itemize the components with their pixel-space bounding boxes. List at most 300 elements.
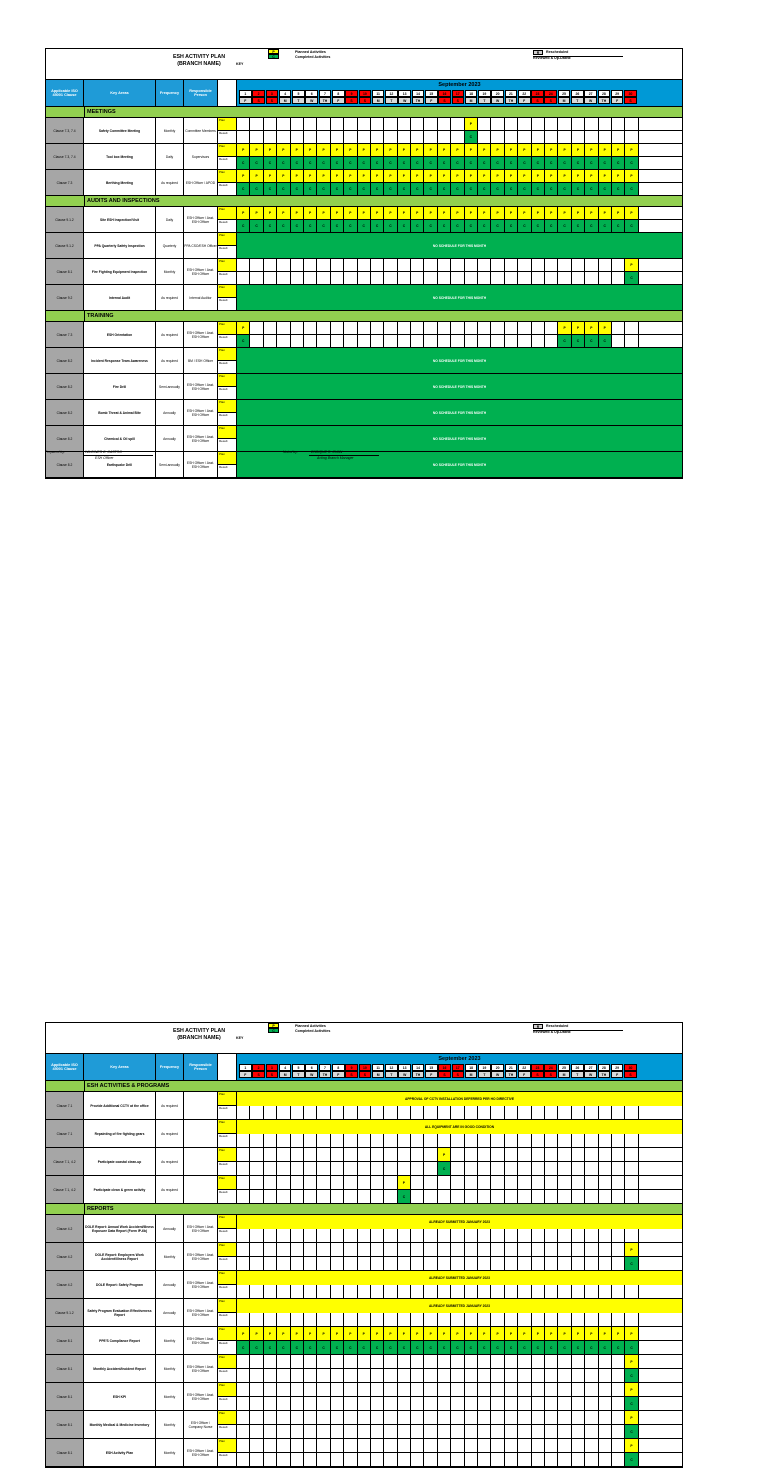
result-cell	[291, 1229, 304, 1243]
result-cell	[465, 1257, 478, 1270]
activity-clause: Clause 8.1	[46, 259, 84, 284]
result-cell	[599, 272, 612, 284]
plan-cell	[599, 1411, 612, 1424]
result-cell	[304, 131, 317, 143]
result-cell	[398, 1453, 411, 1466]
schedule-grid	[237, 426, 682, 451]
plan-cell	[424, 1383, 437, 1396]
plan-label: Plan	[218, 285, 236, 298]
plan-cell	[384, 259, 397, 271]
plan-row	[237, 1439, 682, 1453]
activity-row	[46, 1355, 682, 1383]
plan-row	[237, 1355, 682, 1369]
plan-cell: P	[505, 170, 518, 182]
plan-cell	[358, 1411, 371, 1424]
activity-row	[46, 1215, 682, 1243]
result-cell: C	[358, 220, 371, 232]
plan-cell	[291, 1411, 304, 1424]
plan-cell	[505, 1355, 518, 1368]
activity-key-area: DOLE Report: Annual Work Accident/Illness Exposure Data Report (Form IP-6b)	[84, 1215, 156, 1242]
result-cell: C	[478, 157, 491, 169]
plan-result-labels	[218, 118, 237, 143]
calendar-day: 23	[531, 90, 544, 97]
plan-cell: P	[291, 170, 304, 182]
result-cell	[237, 1106, 250, 1120]
activity-frequency: Monthly	[156, 1355, 184, 1382]
schedule-grid	[237, 322, 682, 347]
result-cell	[465, 335, 478, 347]
plan-cell	[451, 1411, 464, 1424]
plan-cell	[371, 1355, 384, 1368]
plan-cell: P	[438, 1327, 451, 1340]
result-cell: C	[451, 220, 464, 232]
plan-result-labels	[218, 1411, 237, 1438]
plan-cell: P	[599, 207, 612, 219]
plan-cell: P	[250, 207, 263, 219]
activity-responsible	[184, 1092, 218, 1119]
activity-clause: Clause 4.2	[46, 1215, 84, 1242]
result-cell	[424, 1313, 437, 1327]
plan-cell	[291, 1243, 304, 1256]
result-cell	[465, 1162, 478, 1175]
key-completed-box: C	[268, 1028, 279, 1033]
plan-cell	[304, 322, 317, 334]
plan-cell	[291, 1148, 304, 1161]
plan-cell	[518, 1243, 531, 1256]
plan-cell	[585, 1355, 598, 1368]
activity-key-area: Bomb Threat & Animal Bite	[84, 400, 156, 425]
plan-cell: P	[277, 207, 290, 219]
plan-cell	[398, 322, 411, 334]
result-label: Result	[218, 1425, 236, 1438]
plan-cell	[478, 1243, 491, 1256]
result-cell: C	[572, 157, 585, 169]
result-cell	[237, 272, 250, 284]
result-cell: C	[532, 157, 545, 169]
calendar-weekday: F	[518, 97, 531, 104]
plan-result-labels	[218, 170, 237, 195]
calendar-weekday: S	[345, 97, 358, 104]
result-cell	[451, 1162, 464, 1175]
activity-frequency: As required	[156, 322, 184, 347]
plan-label: Plan	[218, 400, 236, 413]
result-cell	[411, 1229, 424, 1243]
signatures	[45, 450, 445, 470]
result-cell	[371, 1285, 384, 1299]
plan-cell: P	[572, 322, 585, 334]
calendar-weekday: M	[279, 1071, 292, 1078]
plan-cell	[451, 1148, 464, 1161]
activity-clause: Clause 9.1.2	[46, 207, 84, 232]
result-cell	[384, 1229, 397, 1243]
result-cell	[264, 1257, 277, 1270]
plan-cell	[438, 1355, 451, 1368]
plan-cell: P	[264, 144, 277, 156]
activity-key-area: Chemical & Oil spill	[84, 426, 156, 451]
activity-responsible: ESH Officer / Asst. ESH Officer	[184, 1355, 218, 1382]
result-cell	[505, 1162, 518, 1175]
result-cell	[317, 1453, 330, 1466]
plan-cell: P	[478, 207, 491, 219]
plan-cell	[505, 322, 518, 334]
activity-responsible: ESH Officer / Asst. ESH Officer	[184, 1327, 218, 1354]
activity-frequency: Monthly	[156, 1439, 184, 1466]
result-cell	[599, 1369, 612, 1382]
calendar-day: 14	[412, 90, 425, 97]
plan-cell	[424, 1411, 437, 1424]
result-cell	[344, 1453, 357, 1466]
result-label: Result	[218, 220, 236, 232]
result-cell	[317, 335, 330, 347]
result-cell	[465, 272, 478, 284]
plan-cell	[398, 259, 411, 271]
activity-key-area: ESH Activity Plan	[84, 1439, 156, 1466]
plan-cell	[478, 1176, 491, 1189]
result-cell	[451, 1369, 464, 1382]
result-cell: C	[491, 1341, 504, 1354]
result-cell: C	[344, 1341, 357, 1354]
result-cell	[304, 1313, 317, 1327]
result-cell	[478, 272, 491, 284]
result-cell	[572, 1134, 585, 1148]
plan-label: Plan	[218, 1271, 236, 1285]
plan-cell	[532, 322, 545, 334]
result-cell	[384, 1190, 397, 1203]
schedule-banner: NO SCHEDULE FOR THIS MONTH	[237, 426, 682, 451]
plan-cell	[558, 1176, 571, 1189]
plan-cell: P	[545, 207, 558, 219]
plan-cell: P	[304, 207, 317, 219]
key-planned-text: Planned Activities	[295, 50, 326, 54]
activity-frequency: Daily	[156, 207, 184, 232]
plan-cell	[358, 1355, 371, 1368]
plan-cell	[505, 1439, 518, 1452]
activity-key-area: Participate clean & green activity	[84, 1176, 156, 1203]
schedule-banner: NO SCHEDULE FOR THIS MONTH	[237, 285, 682, 310]
result-cell	[612, 1313, 625, 1327]
result-row	[237, 131, 682, 143]
result-cell: C	[291, 220, 304, 232]
result-cell	[572, 1190, 585, 1203]
activity-frequency: As required	[156, 1120, 184, 1147]
result-cell	[545, 1106, 558, 1120]
calendar-day: 6	[305, 90, 318, 97]
result-cell	[558, 1285, 571, 1299]
result-cell	[291, 1162, 304, 1175]
result-cell	[358, 1397, 371, 1410]
prepared-name: WILDINES C. CASTRO	[85, 450, 122, 454]
result-label: Result	[218, 1369, 236, 1382]
result-cell	[371, 1453, 384, 1466]
result-row	[237, 272, 682, 284]
result-cell: C	[451, 183, 464, 195]
result-cell: C	[599, 220, 612, 232]
result-cell	[384, 1134, 397, 1148]
plan-cell: P	[331, 1327, 344, 1340]
result-cell: C	[572, 335, 585, 347]
result-cell	[599, 1257, 612, 1270]
calendar-weekday: W	[584, 97, 597, 104]
result-row	[237, 1369, 682, 1382]
result-cell	[491, 1134, 504, 1148]
plan-result-labels	[218, 233, 237, 258]
result-cell	[518, 1313, 531, 1327]
plan-cell	[411, 1355, 424, 1368]
activity-responsible: Internal Auditor	[184, 285, 218, 310]
result-label: Result	[218, 1162, 236, 1175]
result-cell	[304, 1106, 317, 1120]
result-cell	[291, 272, 304, 284]
plan-cell	[599, 118, 612, 130]
calendar-days-row	[237, 90, 682, 97]
plan-result-labels	[218, 1092, 237, 1119]
result-cell	[438, 1397, 451, 1410]
plan-cell: P	[411, 1327, 424, 1340]
calendar-day: 1	[239, 90, 252, 97]
plan-cell	[451, 1355, 464, 1368]
calendar-day: 2	[252, 90, 265, 97]
result-cell: C	[438, 183, 451, 195]
plan-cell: P	[304, 144, 317, 156]
plan-cell: P	[250, 1327, 263, 1340]
plan-cell	[371, 322, 384, 334]
result-cell	[545, 1229, 558, 1243]
plan-label: Plan	[218, 1092, 236, 1106]
plan-cell: P	[451, 170, 464, 182]
result-cell: C	[572, 1341, 585, 1354]
schedule-banner: NO SCHEDULE FOR THIS MONTH	[237, 452, 682, 477]
result-cell: C	[250, 220, 263, 232]
result-cell	[277, 1106, 290, 1120]
result-cell: C	[558, 183, 571, 195]
result-cell: C	[491, 157, 504, 169]
result-cell	[612, 1369, 625, 1382]
result-cell: C	[358, 1341, 371, 1354]
plan-cell	[277, 1176, 290, 1189]
result-cell	[465, 1397, 478, 1410]
result-cell	[491, 131, 504, 143]
result-cell: C	[572, 183, 585, 195]
plan-cell	[411, 1148, 424, 1161]
plan-cell	[291, 259, 304, 271]
plan-cell	[411, 322, 424, 334]
plan-cell: P	[505, 1327, 518, 1340]
schedule-grid	[237, 1215, 682, 1242]
activity-frequency: Monthly	[156, 1383, 184, 1410]
plan-cell	[291, 1355, 304, 1368]
result-cell	[277, 1134, 290, 1148]
result-cell	[358, 272, 371, 284]
plan-cell	[344, 1383, 357, 1396]
plan-cell	[478, 322, 491, 334]
plan-cell: P	[625, 170, 638, 182]
plan-cell	[558, 1411, 571, 1424]
col-responsible: Responsible Person	[184, 1054, 218, 1080]
plan-cell	[424, 118, 437, 130]
result-cell	[371, 1257, 384, 1270]
calendar-weekday: F	[518, 1071, 531, 1078]
result-cell	[625, 1313, 638, 1327]
result-cell	[344, 131, 357, 143]
result-cell	[532, 1162, 545, 1175]
activity-responsible	[184, 1148, 218, 1175]
result-cell	[331, 1190, 344, 1203]
activity-row	[46, 322, 682, 348]
activity-frequency: Monthly	[156, 1327, 184, 1354]
result-label: Result	[218, 387, 236, 399]
plan-cell	[585, 1176, 598, 1189]
result-cell	[424, 1229, 437, 1243]
calendar-day: 9	[345, 90, 358, 97]
result-cell: C	[384, 1341, 397, 1354]
result-cell	[384, 1397, 397, 1410]
result-cell: C	[264, 220, 277, 232]
result-cell: C	[465, 1341, 478, 1354]
calendar-weekday: F	[425, 1071, 438, 1078]
key-planned-text: Planned Activities	[295, 1024, 326, 1028]
plan-cell	[505, 118, 518, 130]
plan-cell	[532, 118, 545, 130]
result-cell	[264, 1190, 277, 1203]
plan-cell	[532, 1411, 545, 1424]
schedule-grid	[237, 1355, 682, 1382]
result-cell	[438, 272, 451, 284]
calendar-day: 28	[598, 1064, 611, 1071]
result-cell	[411, 1106, 424, 1120]
plan-cell	[291, 1439, 304, 1452]
result-cell	[304, 1397, 317, 1410]
plan-cell	[518, 259, 531, 271]
plan-cell	[277, 1411, 290, 1424]
plan-cell	[237, 259, 250, 271]
result-cell	[250, 1229, 263, 1243]
plan-cell: P	[384, 207, 397, 219]
result-cell	[599, 1106, 612, 1120]
result-cell: C	[291, 183, 304, 195]
result-cell	[237, 1313, 250, 1327]
result-cell	[358, 1134, 371, 1148]
result-cell	[478, 1453, 491, 1466]
result-cell	[491, 1229, 504, 1243]
result-cell: C	[411, 183, 424, 195]
activity-responsible: ESH Officer / Company Nurse	[184, 1411, 218, 1438]
plan-cell	[358, 1439, 371, 1452]
col-key-areas: Key Areas	[84, 1054, 156, 1080]
plan-cell: P	[465, 170, 478, 182]
plan-row	[237, 1327, 682, 1341]
plan-cell	[545, 1383, 558, 1396]
plan-cell	[384, 1411, 397, 1424]
activity-row	[46, 374, 682, 400]
plan-cell	[532, 1148, 545, 1161]
result-cell	[572, 1369, 585, 1382]
plan-cell	[465, 1383, 478, 1396]
plan-cell: P	[599, 1327, 612, 1340]
activity-clause: Clause 4.2	[46, 1271, 84, 1298]
result-cell	[317, 1285, 330, 1299]
plan-cell	[317, 1355, 330, 1368]
calendar-weekday: S	[438, 97, 451, 104]
calendar-day: 16	[438, 90, 451, 97]
plan-cell	[612, 1148, 625, 1161]
plan-cell: P	[358, 207, 371, 219]
calendar-day: 26	[571, 1064, 584, 1071]
result-cell	[237, 1397, 250, 1410]
activity-frequency: Annually	[156, 1299, 184, 1326]
result-cell	[411, 1257, 424, 1270]
schedule-grid	[237, 144, 682, 169]
result-cell: C	[237, 1341, 250, 1354]
result-cell: C	[398, 220, 411, 232]
plan-cell: P	[291, 207, 304, 219]
plan-result-labels	[218, 400, 237, 425]
result-cell	[344, 1229, 357, 1243]
activity-clause: Clause 9.1.2	[46, 233, 84, 258]
result-cell: C	[625, 1397, 638, 1410]
plan-result-labels	[218, 1439, 237, 1466]
plan-cell: P	[625, 1411, 638, 1424]
plan-cell	[451, 322, 464, 334]
plan-cell	[331, 1243, 344, 1256]
result-cell	[465, 1453, 478, 1466]
calendar-day: 30	[624, 90, 637, 97]
plan-label: Plan	[218, 1215, 236, 1229]
plan-cell	[518, 1148, 531, 1161]
plan-label: Plan	[218, 170, 236, 183]
plan-cell: P	[344, 207, 357, 219]
schedule-grid	[237, 170, 682, 195]
result-cell	[398, 1134, 411, 1148]
calendar-day: 13	[398, 1064, 411, 1071]
result-cell	[532, 1453, 545, 1466]
result-cell	[277, 1285, 290, 1299]
result-cell	[545, 1285, 558, 1299]
col-clause: Applicable ISO 45001 Clause	[46, 1054, 84, 1080]
result-cell	[317, 1257, 330, 1270]
plan-cell	[384, 1355, 397, 1368]
result-cell	[411, 335, 424, 347]
plan-cell	[612, 259, 625, 271]
plan-cell	[317, 1383, 330, 1396]
result-cell	[572, 1257, 585, 1270]
plan-cell	[612, 1411, 625, 1424]
plan-cell	[384, 322, 397, 334]
result-cell	[317, 1106, 330, 1120]
result-cell	[451, 1190, 464, 1203]
plan-cell: P	[599, 322, 612, 334]
activity-frequency: Annually	[156, 426, 184, 451]
plan-cell	[398, 1355, 411, 1368]
plan-cell	[344, 118, 357, 130]
plan-cell: P	[331, 144, 344, 156]
plan-label: Plan	[218, 259, 236, 272]
plan-label: Plan	[218, 1120, 236, 1134]
plan-cell	[545, 1176, 558, 1189]
result-cell: C	[585, 220, 598, 232]
result-cell	[518, 1162, 531, 1175]
result-cell	[612, 1106, 625, 1120]
plan-cell	[612, 1355, 625, 1368]
result-cell	[237, 131, 250, 143]
result-cell: C	[277, 1341, 290, 1354]
result-cell	[424, 1397, 437, 1410]
column-headers	[46, 80, 682, 107]
result-cell	[465, 1369, 478, 1382]
plan-cell	[612, 1383, 625, 1396]
result-cell	[465, 1425, 478, 1438]
activity-frequency: Daily	[156, 144, 184, 169]
result-cell	[612, 1257, 625, 1270]
